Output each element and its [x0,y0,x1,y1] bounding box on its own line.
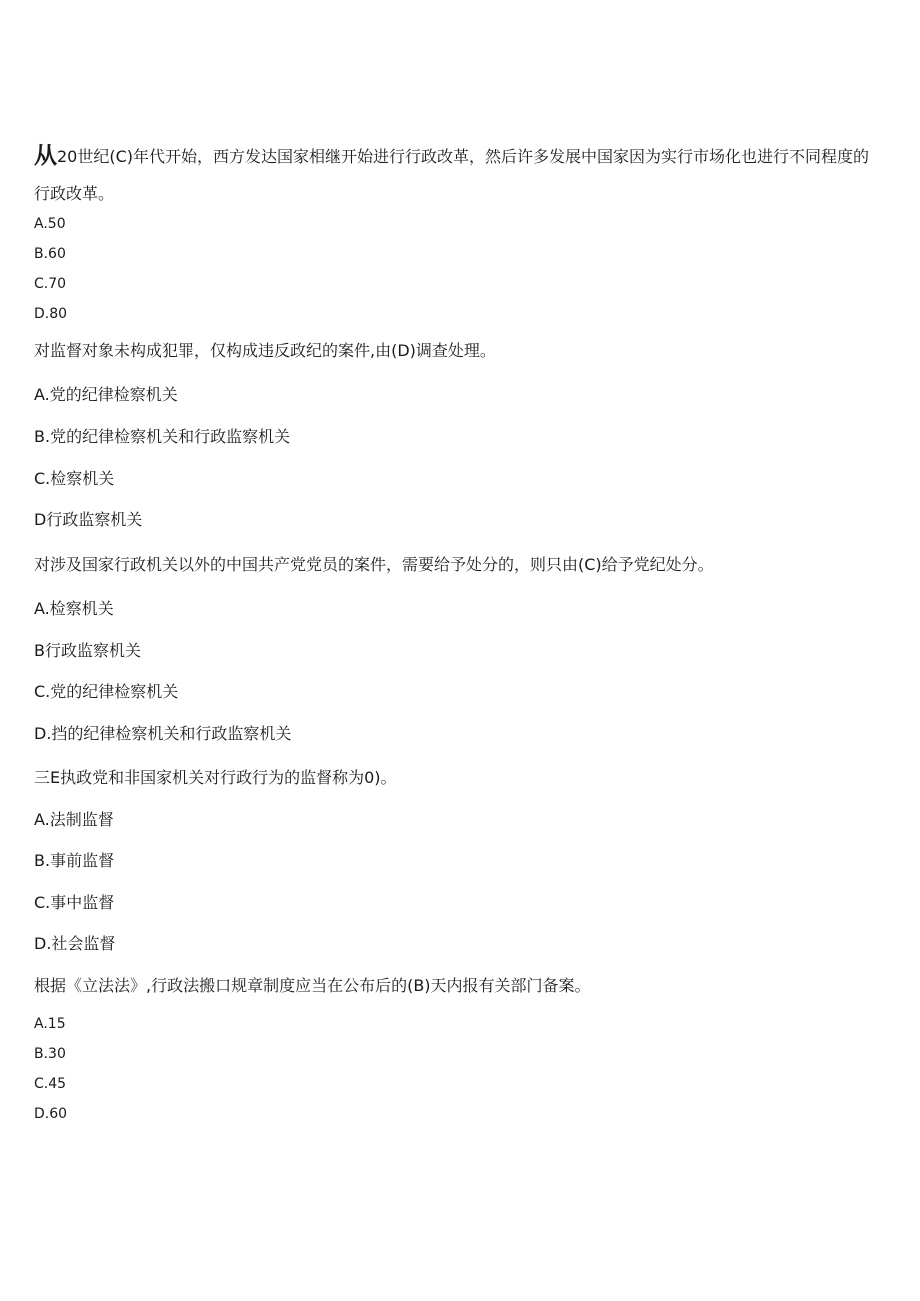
question-5-option-a: A.15 [34,1016,66,1032]
question-1-option-b: B.60 [34,246,66,262]
question-2-option-c: C.检察机关 [34,469,115,488]
question-3-option-d: D.挡的纪律检察机关和行政监察机关 [34,724,292,743]
question-1-first-char: 从 [34,143,57,169]
question-5-option-c: C.45 [34,1076,67,1092]
question-3-stem: 对涉及国家行政机关以外的中国共产党党员的案件，需要给予处分的，则只由(C)给予党纪处分。 [34,555,714,574]
question-2-option-d: D行政监察机关 [34,510,143,529]
question-5-stem: 根据《立法法》,行政法搬口规章制度应当在公布后的(B)天内报有关部门备案。 [34,976,591,995]
question-5-option-b: B.30 [34,1046,66,1062]
question-5-option-d: D.60 [34,1106,68,1122]
question-4-option-b: B.事前监督 [34,851,115,870]
question-2-option-b: B.党的纪律检察机关和行政监察机关 [34,427,291,446]
question-1-stem [34,138,884,212]
question-3-option-b: B行政监察机关 [34,641,141,660]
question-1-option-a: A.50 [34,216,66,232]
question-1-option-d: D.80 [34,306,68,322]
question-3-option-a: A.检察机关 [34,599,114,618]
question-4-option-a: A.法制监督 [34,810,114,829]
question-3-option-c: C.党的纪律检察机关 [34,682,179,701]
question-4-stem: 三E执政党和非国家机关对行政行为的监督称为0)。 [34,768,397,787]
question-2-option-a: A.党的纪律检察机关 [34,385,178,404]
question-2-stem: 对监督对象未构成犯罪，仅构成违反政纪的案件,由(D)调查处理。 [34,341,496,360]
question-1-stem-text: 20世纪(C)年代开始，西方发达国家相继开始进行行政改革，然后许多发展中国家因为实行市场化也进行不同程度的行政改革。 [34,147,870,203]
question-4-option-d: D.社会监督 [34,934,116,953]
question-4-option-c: C.事中监督 [34,893,115,912]
question-1-option-c: C.70 [34,276,67,292]
